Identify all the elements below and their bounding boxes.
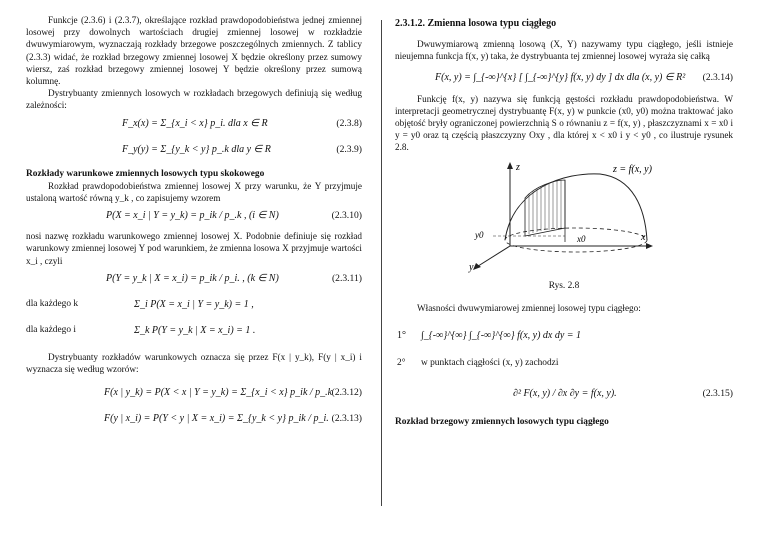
equation-text: F_x(x) = Σ_{x_i < x} p_i. dla x ∈ R	[122, 117, 268, 129]
y-label: y	[469, 261, 474, 273]
equation-text: Σ_k P(Y = y_k | X = x_i) = 1 .	[134, 324, 256, 336]
paragraph: Funkcję f(x, y) nazywa się funkcją gęstości rozkładu prawdopodobieństwa. W interpretacji geometrycznej dystrybuantę F(x, y) w punkcie (x0, y0) można traktować jako objętość bryły ograniczonej powierzchnią S o równaniu z = f(x, y) , płaszczyznami x = x0 i y = y0 oraz tą częścią płaszczyzny Oxy , dla której x < x0 i y < y0 , co ilustruje rysunek 2.8.	[395, 93, 733, 153]
x-label: x	[641, 231, 646, 243]
sum-condition-k	[26, 293, 362, 319]
equation-2-3-12	[26, 381, 362, 407]
paragraph: nosi nazwę rozkładu warunkowego zmiennej losowej X. Podobnie definiuje się rozkład warunkowy zmiennej losowej Y pod warunkiem, że zmienna losowa X przyjmuje wartości x_i , czyli	[26, 231, 362, 266]
section-title: 2.3.1.2. Zmienna losowa typu ciągłego	[395, 18, 557, 29]
equation-2-3-11	[26, 267, 362, 293]
y-axis	[475, 246, 510, 268]
equation-text: ∂² F(x, y) / ∂x ∂y = f(x, y).	[513, 388, 617, 400]
equation-text: F(x, y) = ∫_{-∞}^{x} [ ∫_{-∞}^{y} f(x, y) dy ] dx dla (x, y) ∈ R²	[435, 71, 686, 83]
equation-number: (2.3.8)	[336, 117, 362, 129]
column-divider	[381, 20, 382, 506]
equation-text: P(Y = y_k | X = x_i) = p_ik / p_i. , (k ∈ N)	[106, 272, 279, 284]
surface-diagram	[395, 158, 733, 276]
x0-label: x0	[577, 233, 586, 244]
property-2	[395, 350, 733, 378]
equation-2-3-14	[395, 63, 733, 93]
equation-text: F_y(y) = Σ_{y_k < y} p_.k dla y ∈ R	[122, 143, 271, 155]
equation-text: F(x | y_k) = P(X < x | Y = y_k) = Σ_{x_i < x} p_ik / p_.k	[104, 387, 333, 399]
paragraph: Dwuwymiarową zmienną losową (X, Y) nazywamy typu ciągłego, jeśli istnieje nieujemna funkcja f(x, y) taka, że dystrybuanta tej zmiennej losowej wyraża się całką	[395, 39, 733, 62]
equation-text: F(y | x_i) = P(Y < y | X = x_i) = Σ_{y_k < y} p_ik / p_i.	[104, 413, 329, 425]
left-column	[26, 14, 362, 433]
paragraph: Rozkład prawdopodobieństwa zmiennej losowej X przy warunku, że Y przyjmuje ustaloną wartość równą y_k , co zapisujemy wzorem	[26, 180, 362, 204]
equation-number: (2.3.12)	[331, 387, 362, 399]
x-axis-arrow	[646, 243, 653, 249]
figure-caption: Rys. 2.8	[548, 280, 580, 291]
sum-condition-i	[26, 319, 362, 345]
equation-number: (2.3.13)	[331, 413, 362, 425]
label: dla każdego k	[26, 298, 79, 309]
equation-number: (2.3.9)	[336, 143, 362, 155]
surface-label: z = f(x, y)	[613, 163, 652, 175]
property-number: 2°	[397, 358, 406, 369]
equation-2-3-15	[395, 378, 733, 410]
property-number: 1°	[397, 330, 406, 342]
right-column	[395, 14, 733, 428]
z-axis-arrow	[507, 162, 513, 169]
equation-2-3-8	[26, 112, 362, 138]
surface-outline	[505, 173, 647, 239]
section-heading: Rozkład brzegowy zmiennych losowych typu ciągłego	[395, 417, 609, 428]
equation-number: (2.3.11)	[331, 272, 362, 284]
section-heading: Rozkłady warunkowe zmiennych losowych typu skokowego	[26, 168, 265, 179]
base-ellipse	[505, 228, 647, 252]
paragraph: Funkcje (2.3.6) i (2.3.7), określające rozkład prawdopodobieństwa jednej zmiennej losowej przy dowolnych wartościach drugiej zmiennej losowej w rozkładzie dwuwymiarowym, wyznaczają rozkłady brzegowe poszczególnych zmiennych. Z tablicy (2.3.3) widać, że rozkład brzegowy zmiennej losowej X będzie określony przez sumowy wiersz, zaś rozkład brzegowy zmiennej losowej Y będzie określony przez sumową kolumnę.	[26, 15, 362, 87]
equation-text: Σ_i P(X = x_i | Y = y_k) = 1 ,	[134, 298, 254, 310]
y-axis-arrow	[473, 263, 481, 270]
paragraph: Dystrybuanty zmiennych losowych w rozkładach brzegowych definiują się według zależności:	[26, 88, 362, 111]
equation-text: ∫_{-∞}^{∞} ∫_{-∞}^{∞} f(x, y) dx dy = 1	[421, 330, 582, 342]
equation-number: (2.3.10)	[331, 210, 362, 222]
y0-label: y0	[475, 229, 484, 240]
equation-2-3-10	[26, 204, 362, 230]
z-label: z	[516, 161, 520, 173]
equation-2-3-9	[26, 138, 362, 164]
equation-number: (2.3.14)	[702, 71, 733, 83]
figure-2-8	[395, 158, 733, 278]
hatch-lines	[529, 180, 561, 234]
paragraph: Dystrybuanty rozkładów warunkowych oznacza się przez F(x | y_k), F(y | x_i) i wyznacza się według wzorów:	[26, 351, 362, 375]
equation-number: (2.3.15)	[702, 388, 733, 400]
paragraph: Własności dwuwymiarowej zmiennej losowej typu ciągłego:	[417, 302, 641, 313]
property-text: w punktach ciągłości (x, y) zachodzi	[421, 358, 559, 369]
label: dla każdego i	[26, 324, 76, 335]
equation-text: P(X = x_i | Y = y_k) = p_ik / p_.k , (i ∈ N)	[106, 210, 279, 222]
property-1	[395, 322, 733, 350]
equation-2-3-13	[26, 407, 362, 433]
